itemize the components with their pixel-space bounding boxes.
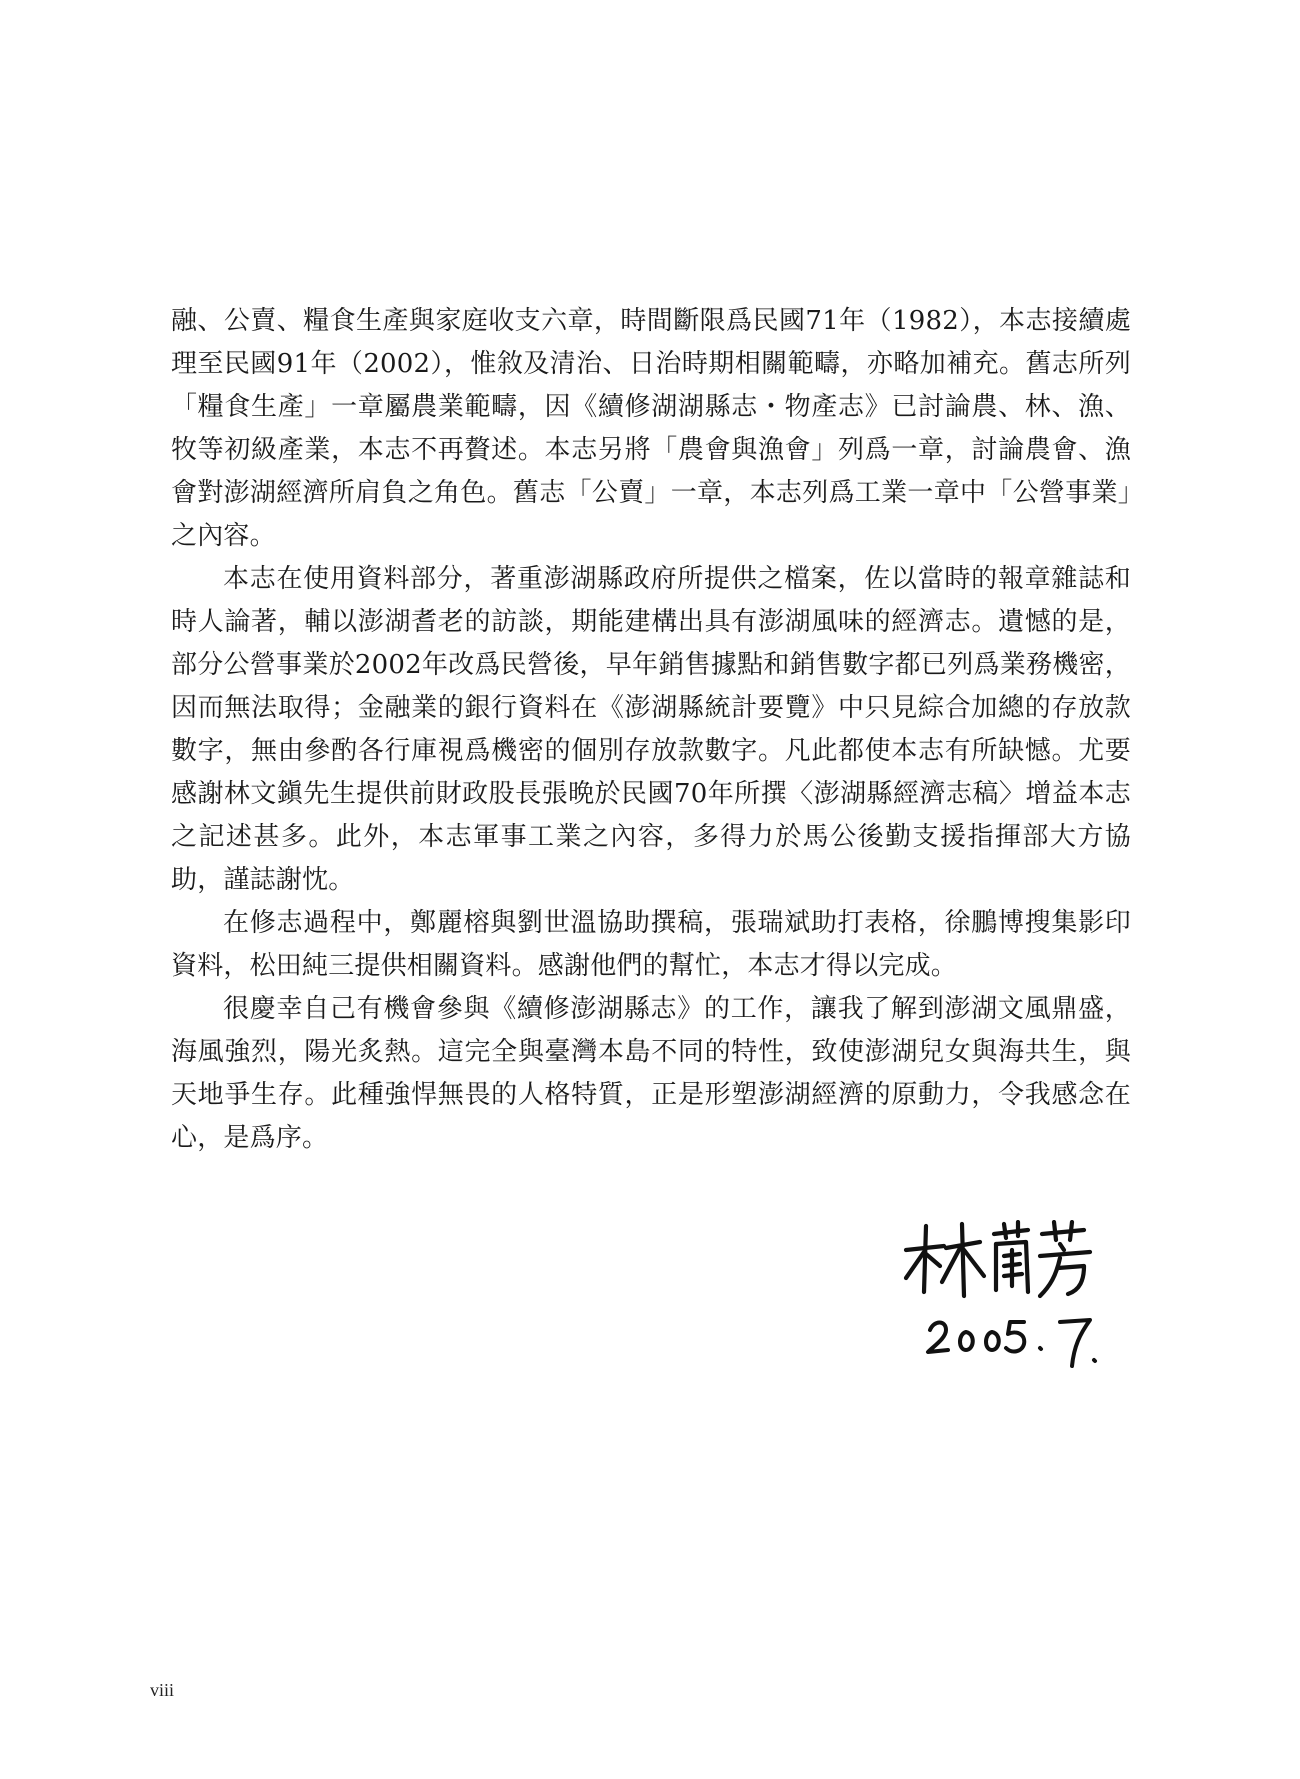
body-text: [171, 300, 1131, 1160]
paragraph-sources: 本志在使用資料部分，著重澎湖縣政府所提供之檔案，佐以當時的報章雜誌和時人論著，輔以澎湖耆老的訪談，期能建構出具有澎湖風味的經濟志。遺憾的是，部分公營事業於2002年改爲民營後，早年銷售據點和銷售數字都已列爲業務機密，因而無法取得；金融業的銀行資料在《澎湖縣統計要覽》中只見綜合加總的存放款數字，無由參酌各行庫視爲機密的個別存放款數字。凡此都使本志有所缺憾。尤要感謝林文鎭先生提供前財政股長張晩於民國70年所撰〈澎湖縣經濟志稿〉增益本志之記述甚多。此外，本志軍事工業之內容，多得力於馬公後勤支援指揮部大方協助，謹誌謝忱。: [171, 564, 1131, 895]
page-number: viii: [150, 1680, 175, 1700]
paragraph-closing: 很慶幸自己有機會參與《續修澎湖縣志》的工作，讓我了解到澎湖文風鼎盛，海風強烈，陽光炙熱。這完全與臺灣本島不同的特性，致使澎湖兒女與海共生，與天地爭生存。此種強悍無畏的人格特質，正是形塑澎湖經濟的原動力，令我感念在心，是爲序。: [171, 994, 1131, 1153]
paragraph-continued: 融、公賣、糧食生產與家庭收支六章，時間斷限爲民國71年（1982），本志接續處理至民國91年（2002），惟敘及清治、日治時期相關範疇，亦略加補充。舊志所列「糧食生產」一章屬農業範疇，因《續修湖湖縣志・物產志》已討論農、林、漁、牧等初級產業，本志不再贅述。本志另將「農會與漁會」列爲一章，討論農會、漁會對澎湖經濟所肩負之角色。舊志「公賣」一章，本志列爲工業一章中「公營事業」之內容。: [171, 306, 1131, 551]
handwritten-signature: [900, 1220, 1120, 1380]
paragraph-acknowledgements: 在修志過程中，鄭麗榕與劉世溫協助撰稿，張瑞斌助打表格，徐鵬博搜集影印資料，松田純三提供相關資料。感謝他們的幫忙，本志才得以完成。: [171, 908, 1131, 981]
